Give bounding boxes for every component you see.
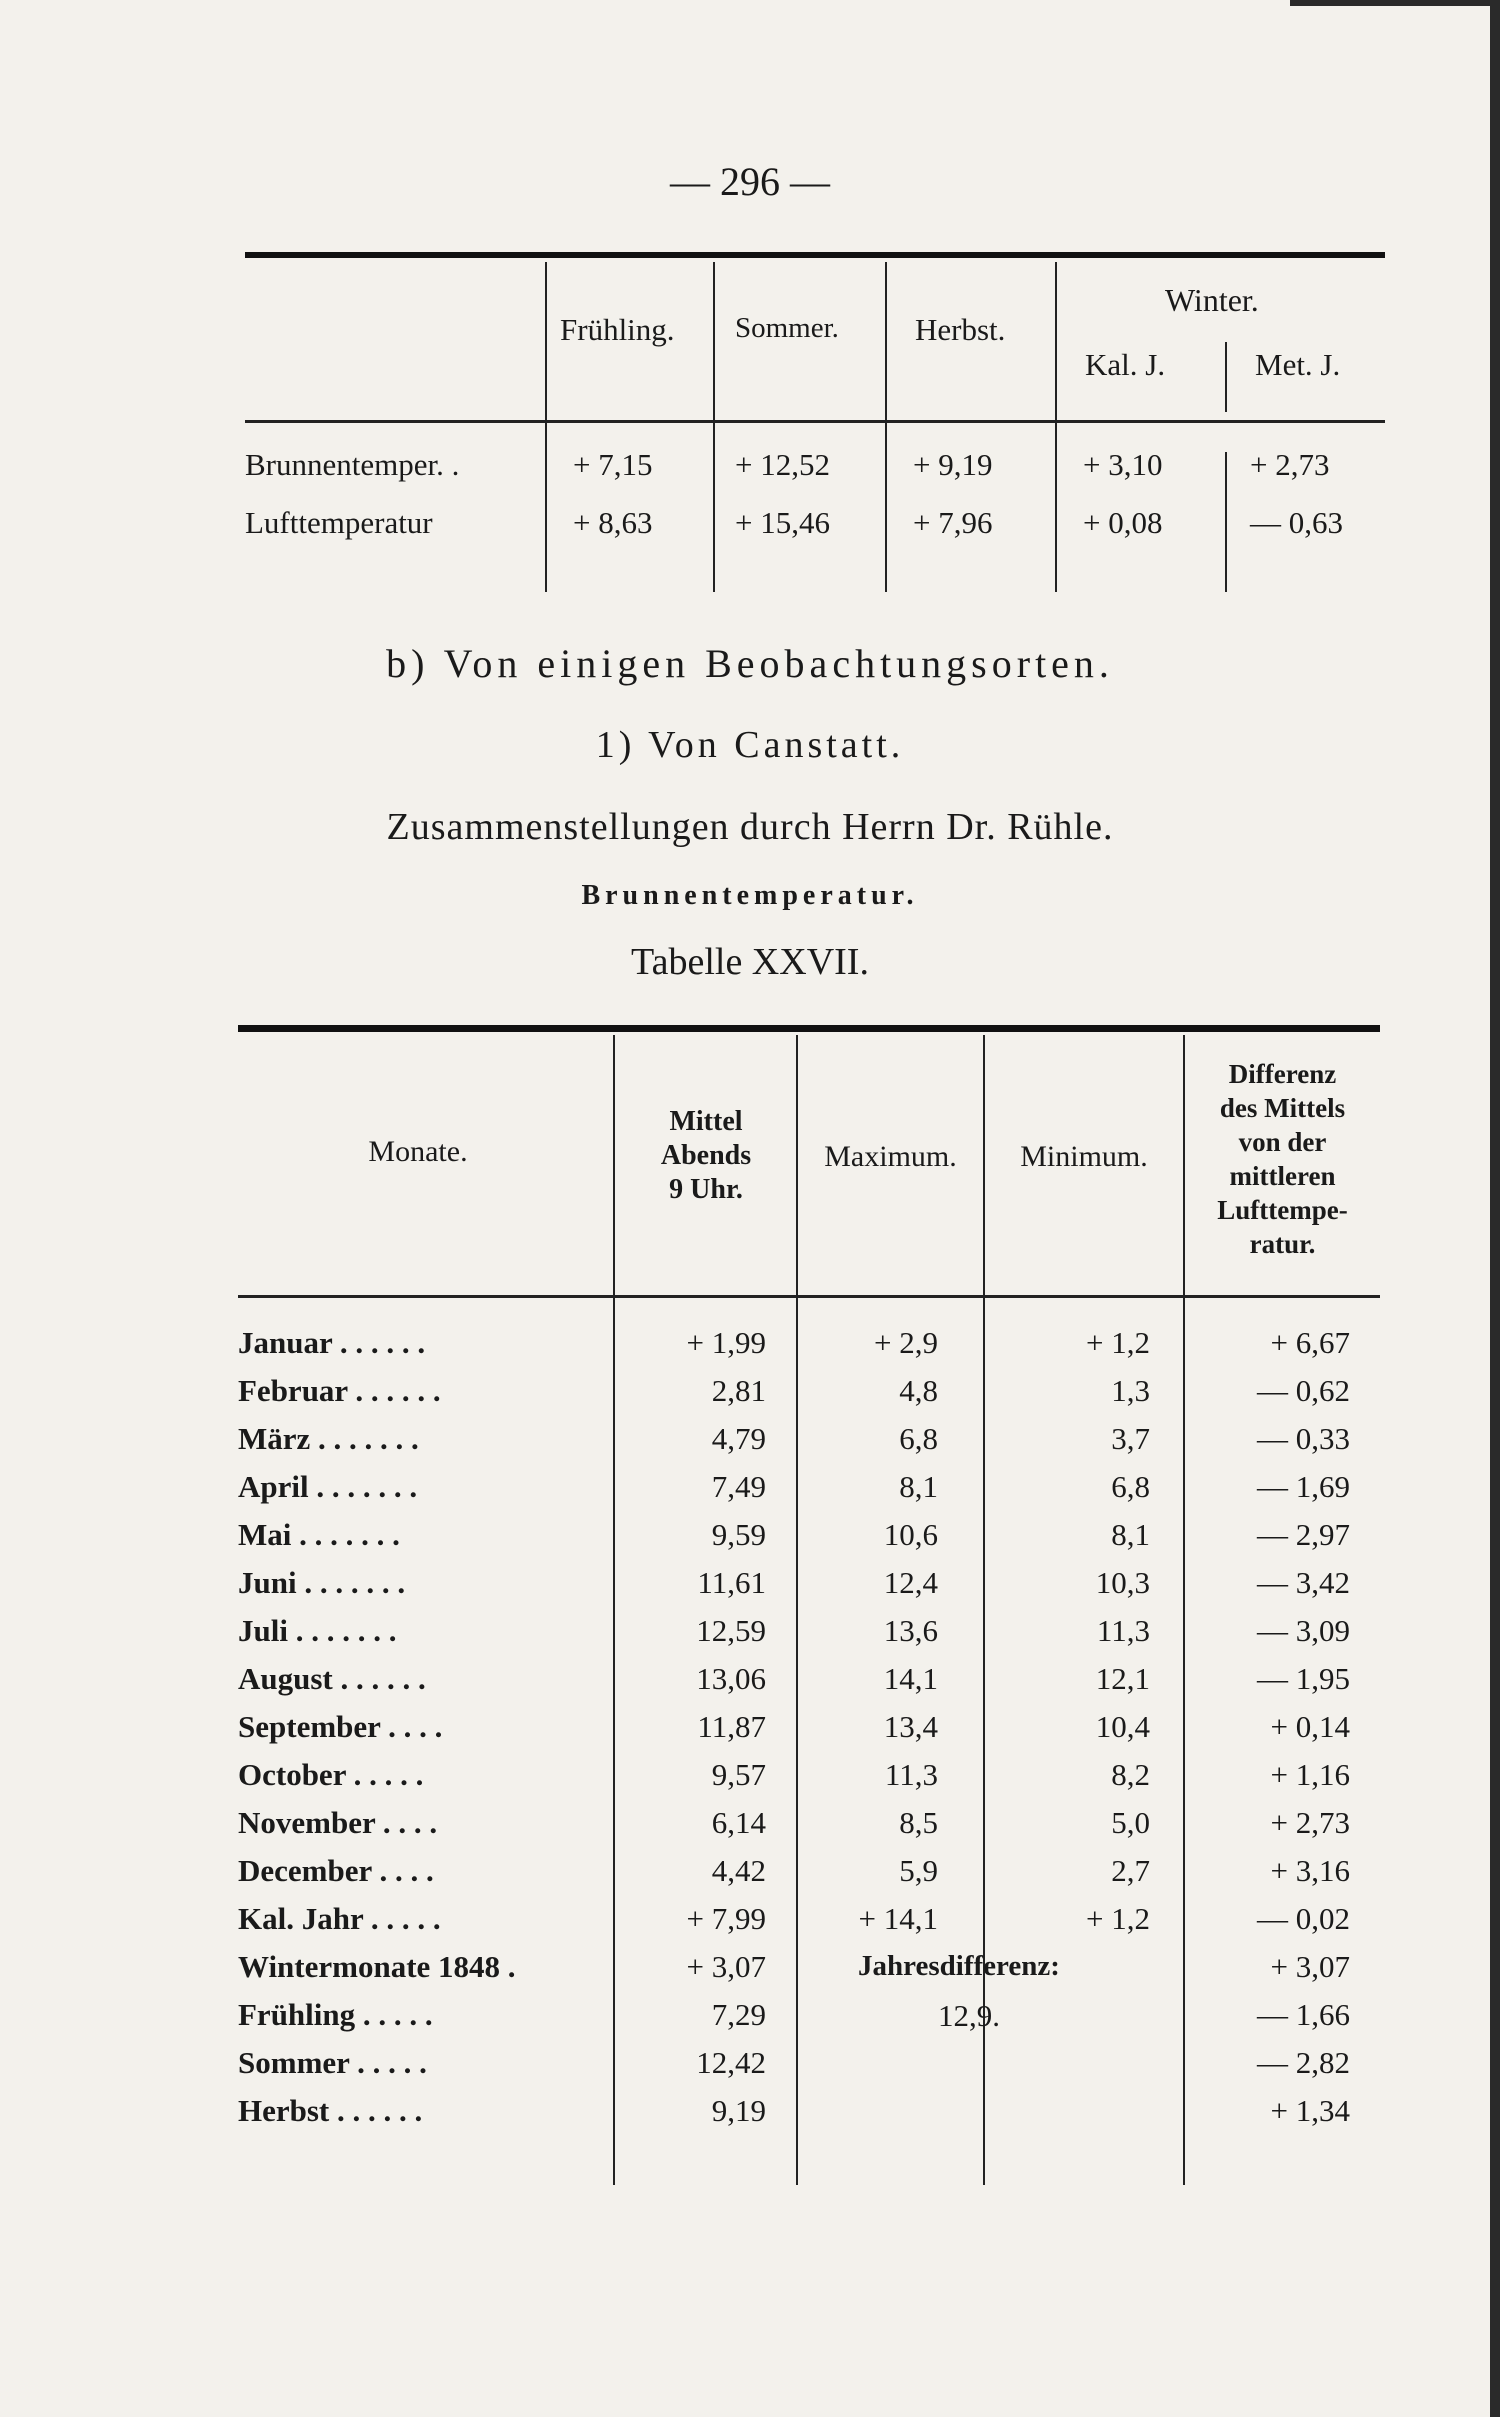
header-diff-line: von der (1238, 1127, 1327, 1157)
cell-value: + 0,08 (1083, 505, 1163, 540)
table-rule (245, 420, 1385, 423)
cell-value: + 2,73 (1250, 447, 1330, 482)
table-row (238, 1469, 1380, 1517)
table-row (238, 1661, 1380, 1709)
column-divider (1225, 342, 1227, 412)
maximum-value: 11,3 (884, 1757, 938, 1792)
differenz-value: + 2,73 (1270, 1805, 1350, 1840)
month-label: Juli . . . . . . . (238, 1613, 397, 1648)
mittel-value: 9,59 (711, 1517, 766, 1552)
minimum-value: + 1,2 (1086, 1325, 1150, 1360)
month-label: October . . . . . (238, 1757, 424, 1792)
table-row (238, 1805, 1380, 1853)
mittel-value: 4,42 (711, 1853, 766, 1888)
minimum-value: 2,7 (1111, 1853, 1150, 1888)
differenz-value: — 0,62 (1257, 1373, 1350, 1408)
differenz-value: — 2,82 (1257, 2045, 1350, 2080)
header-diff-line: Differenz (1228, 1059, 1337, 1089)
month-label: August . . . . . . (238, 1661, 426, 1696)
month-label: Herbst . . . . . . (238, 2093, 423, 2128)
minimum-value: 10,4 (1095, 1709, 1150, 1744)
differenz-value: — 1,66 (1257, 1997, 1350, 2032)
table-rule (245, 252, 1385, 258)
mittel-value: 2,81 (711, 1373, 766, 1408)
jahresdifferenz-value: 12,9. (938, 1998, 1000, 2033)
header-kal-j: Kal. J. (1085, 347, 1166, 382)
mittel-value: 4,79 (711, 1421, 766, 1456)
minimum-value: 5,0 (1111, 1805, 1150, 1840)
table-title: Tabelle XXVII. (631, 941, 869, 983)
month-label: April . . . . . . . (238, 1469, 418, 1504)
minimum-value: 3,7 (1111, 1421, 1150, 1456)
maximum-value: 6,8 (899, 1421, 938, 1456)
differenz-value: + 6,67 (1270, 1325, 1350, 1360)
differenz-value: — 0,02 (1257, 1901, 1350, 1936)
header-diff-line: ratur. (1249, 1229, 1316, 1259)
table-row (238, 1565, 1380, 1613)
differenz-value: — 2,97 (1257, 1517, 1350, 1552)
month-label: Wintermonate 1848 . (238, 1949, 516, 1984)
table-row (238, 2093, 1380, 2141)
table-row (238, 1517, 1380, 1565)
maximum-value: 12,4 (883, 1565, 938, 1600)
column-divider (713, 262, 715, 592)
header-mittel-line: Mittel (669, 1106, 743, 1137)
differenz-value: + 1,34 (1270, 2093, 1350, 2128)
cell-value: + 9,19 (913, 447, 993, 482)
mittel-value: + 7,99 (686, 1901, 766, 1936)
cell-value: + 3,10 (1083, 447, 1163, 482)
table-row (238, 1421, 1380, 1469)
compiler-heading: Zusammenstellungen durch Herrn Dr. Rühle. (386, 806, 1114, 848)
table-row (238, 1613, 1380, 1661)
differenz-value: — 3,42 (1257, 1565, 1350, 1600)
page-edge (1490, 0, 1500, 2417)
minimum-value: 6,8 (1111, 1469, 1150, 1504)
minimum-value: 8,2 (1111, 1757, 1150, 1792)
differenz-value: — 3,09 (1257, 1613, 1350, 1648)
table-row (238, 1997, 1380, 2045)
header-winter: Winter. (1165, 282, 1259, 318)
minimum-value: 10,3 (1095, 1565, 1150, 1600)
mittel-value: 12,59 (696, 1613, 766, 1648)
differenz-value: + 0,14 (1270, 1709, 1350, 1744)
header-mittel-line: 9 Uhr. (669, 1174, 743, 1205)
maximum-value: + 2,9 (874, 1325, 938, 1360)
table-row (238, 1757, 1380, 1805)
column-divider (1225, 452, 1227, 592)
mittel-value: 11,61 (697, 1565, 766, 1600)
mittel-value: 9,57 (711, 1757, 766, 1792)
header-minimum: Minimum. (1020, 1140, 1148, 1173)
maximum-value: 14,1 (883, 1661, 938, 1696)
cell-value: + 15,46 (735, 505, 830, 540)
mittel-value: 12,42 (696, 2045, 766, 2080)
monthly-well-temperature-table (238, 1025, 1380, 2175)
seasonal-summary-table (245, 252, 1385, 592)
table-rule (238, 1025, 1380, 1032)
header-fruehling: Frühling. (560, 312, 675, 347)
header-diff-line: des Mittels (1219, 1093, 1346, 1123)
header-mittel (616, 1105, 796, 1207)
header-diff-line: Lufttempe- (1217, 1195, 1348, 1225)
table-row (238, 1325, 1380, 1373)
page-number: — 296 — (670, 159, 830, 204)
month-label: November . . . . (238, 1805, 438, 1840)
minimum-value: 8,1 (1111, 1517, 1150, 1552)
cell-value: + 12,52 (735, 447, 830, 482)
maximum-value: 13,6 (883, 1613, 938, 1648)
subsection-heading: 1) Von Canstatt. (595, 724, 905, 766)
cell-value: + 7,15 (573, 447, 653, 482)
maximum-value: + 14,1 (858, 1901, 938, 1936)
column-divider (1055, 262, 1057, 592)
table-row (238, 1709, 1380, 1757)
month-label: Kal. Jahr . . . . . (238, 1901, 441, 1936)
cell-value: — 0,63 (1250, 505, 1343, 540)
differenz-value: — 1,95 (1257, 1661, 1350, 1696)
mittel-value: 9,19 (711, 2093, 766, 2128)
month-label: März . . . . . . . (238, 1421, 419, 1456)
cell-value: + 7,96 (913, 505, 993, 540)
table-row (238, 1853, 1380, 1901)
header-sommer: Sommer. (735, 312, 839, 344)
maximum-value: 8,1 (899, 1469, 938, 1504)
mittel-value: 7,29 (711, 1997, 766, 2032)
header-monate: Monate. (368, 1135, 468, 1168)
row-label: Brunnentemper. . (245, 447, 460, 482)
maximum-value: 8,5 (899, 1805, 938, 1840)
differenz-value: — 1,69 (1257, 1469, 1350, 1504)
maximum-value: 4,8 (899, 1373, 938, 1408)
minimum-value: 11,3 (1096, 1613, 1150, 1648)
month-label: Sommer . . . . . (238, 2045, 427, 2080)
month-label: Februar . . . . . . (238, 1373, 441, 1408)
month-label: Mai . . . . . . . (238, 1517, 400, 1552)
row-label: Lufttemperatur (245, 505, 433, 540)
month-label: Frühling . . . . . (238, 1997, 433, 2032)
table-row (238, 1949, 1380, 1997)
minimum-value: 1,3 (1111, 1373, 1150, 1408)
month-label: Juni . . . . . . . (238, 1565, 406, 1600)
cell-value: + 8,63 (573, 505, 653, 540)
table-row (238, 2045, 1380, 2093)
section-heading: b) Von einigen Beobachtungsorten. (386, 641, 1114, 686)
mittel-value: 7,49 (711, 1469, 766, 1504)
maximum-value: 5,9 (899, 1853, 938, 1888)
header-herbst: Herbst. (915, 312, 1006, 347)
header-maximum: Maximum. (824, 1140, 957, 1173)
mittel-value: 11,87 (697, 1709, 766, 1744)
maximum-value: 13,4 (883, 1709, 938, 1744)
differenz-value: — 0,33 (1257, 1421, 1350, 1456)
header-diff-line: mittleren (1229, 1161, 1336, 1191)
mittel-value: + 3,07 (686, 1949, 766, 1984)
month-label: Januar . . . . . . (238, 1325, 426, 1360)
header-differenz (1185, 1057, 1380, 1261)
mittel-value: 13,06 (696, 1661, 766, 1696)
differenz-value: + 1,16 (1270, 1757, 1350, 1792)
column-divider (545, 262, 547, 592)
table-subject: Brunnentemperatur. (581, 880, 919, 911)
differenz-value: + 3,16 (1270, 1853, 1350, 1888)
jahresdifferenz-label: Jahresdifferenz: (858, 1950, 1060, 1982)
month-label: September . . . . (238, 1709, 443, 1744)
header-met-j: Met. J. (1255, 347, 1341, 382)
mittel-value: + 1,99 (686, 1325, 766, 1360)
differenz-value: + 3,07 (1270, 1949, 1350, 1984)
page-edge-top (1290, 0, 1490, 6)
column-divider (885, 262, 887, 592)
minimum-value: 12,1 (1095, 1661, 1150, 1696)
table-row (238, 1901, 1380, 1949)
mittel-value: 6,14 (711, 1805, 766, 1840)
minimum-value: + 1,2 (1086, 1901, 1150, 1936)
header-mittel-line: Abends (660, 1140, 752, 1171)
month-label: December . . . . (238, 1853, 434, 1888)
maximum-value: 10,6 (883, 1517, 938, 1552)
table-row (238, 1373, 1380, 1421)
table-rule (238, 1295, 1380, 1298)
